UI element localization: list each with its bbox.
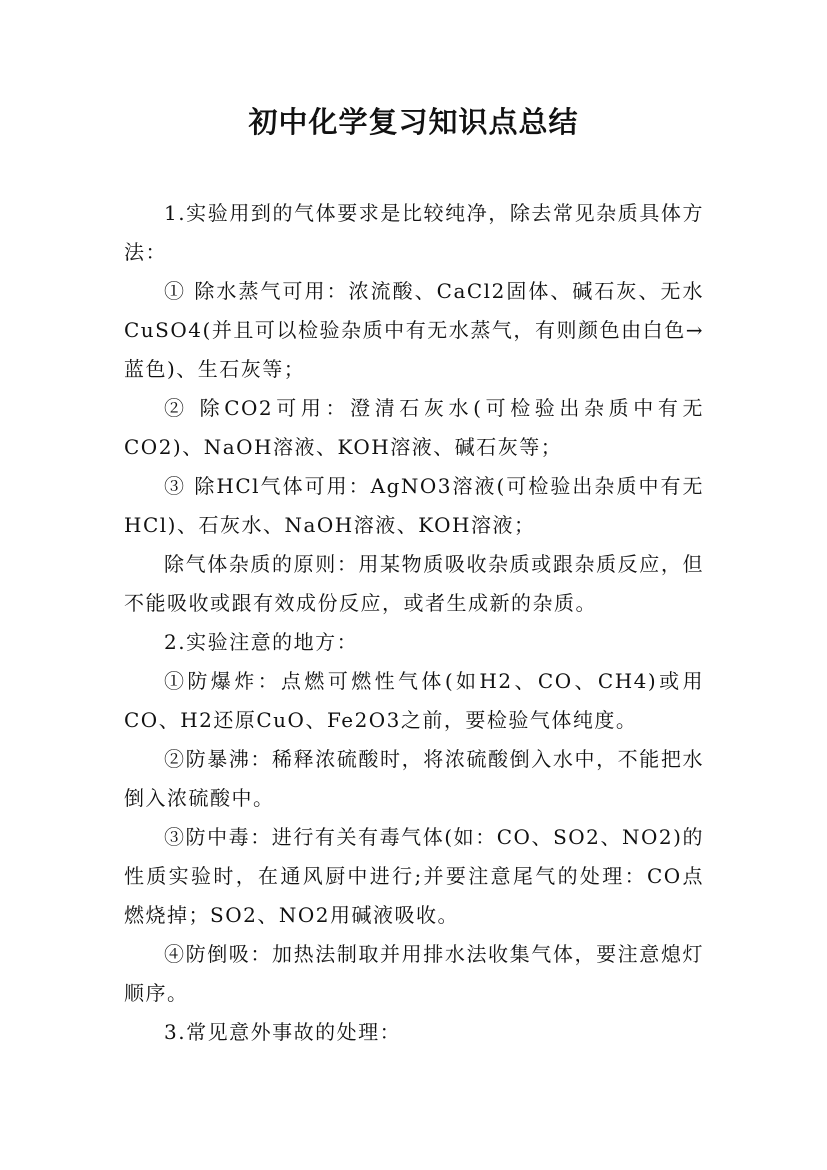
paragraph-remove-water-vapor: ① 除水蒸气可用：浓流酸、CaCl2固体、碱石灰、无水CuSO4(并且可以检验杂质中有无水蒸气，有则颜色由白色→蓝色)、生石灰等； [124,279,704,381]
paragraph-prevent-explosion: ①防爆炸：点燃可燃性气体(如H2、CO、CH4)或用CO、H2还原CuO、Fe2O3之前，要检验气体纯度。 [124,669,704,732]
paragraph-prevent-suck-back: ④防倒吸：加热法制取并用排水法收集气体，要注意熄灯顺序。 [124,942,704,1005]
paragraph-remove-co2: ② 除CO2可用：澄清石灰水(可检验出杂质中有无CO2)、NaOH溶液、KOH溶液、碱石灰等； [124,396,704,459]
paragraph-prevent-poisoning: ③防中毒：进行有关有毒气体(如：CO、SO2、NO2)的性质实验时，在通风厨中进行;并要注意尾气的处理：CO点燃烧掉；SO2、NO2用碱液吸收。 [124,825,704,927]
paragraph-remove-hcl: ③ 除HCl气体可用：AgNO3溶液(可检验出杂质中有无HCl)、石灰水、NaOH溶液、KOH溶液； [124,474,704,537]
document-title: 初中化学复习知识点总结 [248,105,579,139]
document-body [124,194,704,1052]
paragraph-impurity-principle: 除气体杂质的原则：用某物质吸收杂质或跟杂质反应，但不能吸收或跟有效成份反应，或者生成新的杂质。 [124,552,704,615]
paragraph-prevent-bumping: ②防暴沸：稀释浓硫酸时，将浓硫酸倒入水中，不能把水倒入浓硫酸中。 [124,747,704,810]
paragraph-gas-purity: 1.实验用到的气体要求是比较纯净，除去常见杂质具体方法： [124,201,704,264]
paragraph-accident-handling-heading: 3.常见意外事故的处理： [164,1020,402,1044]
paragraph-experiment-notes-heading: 2.实验注意的地方： [164,630,359,654]
